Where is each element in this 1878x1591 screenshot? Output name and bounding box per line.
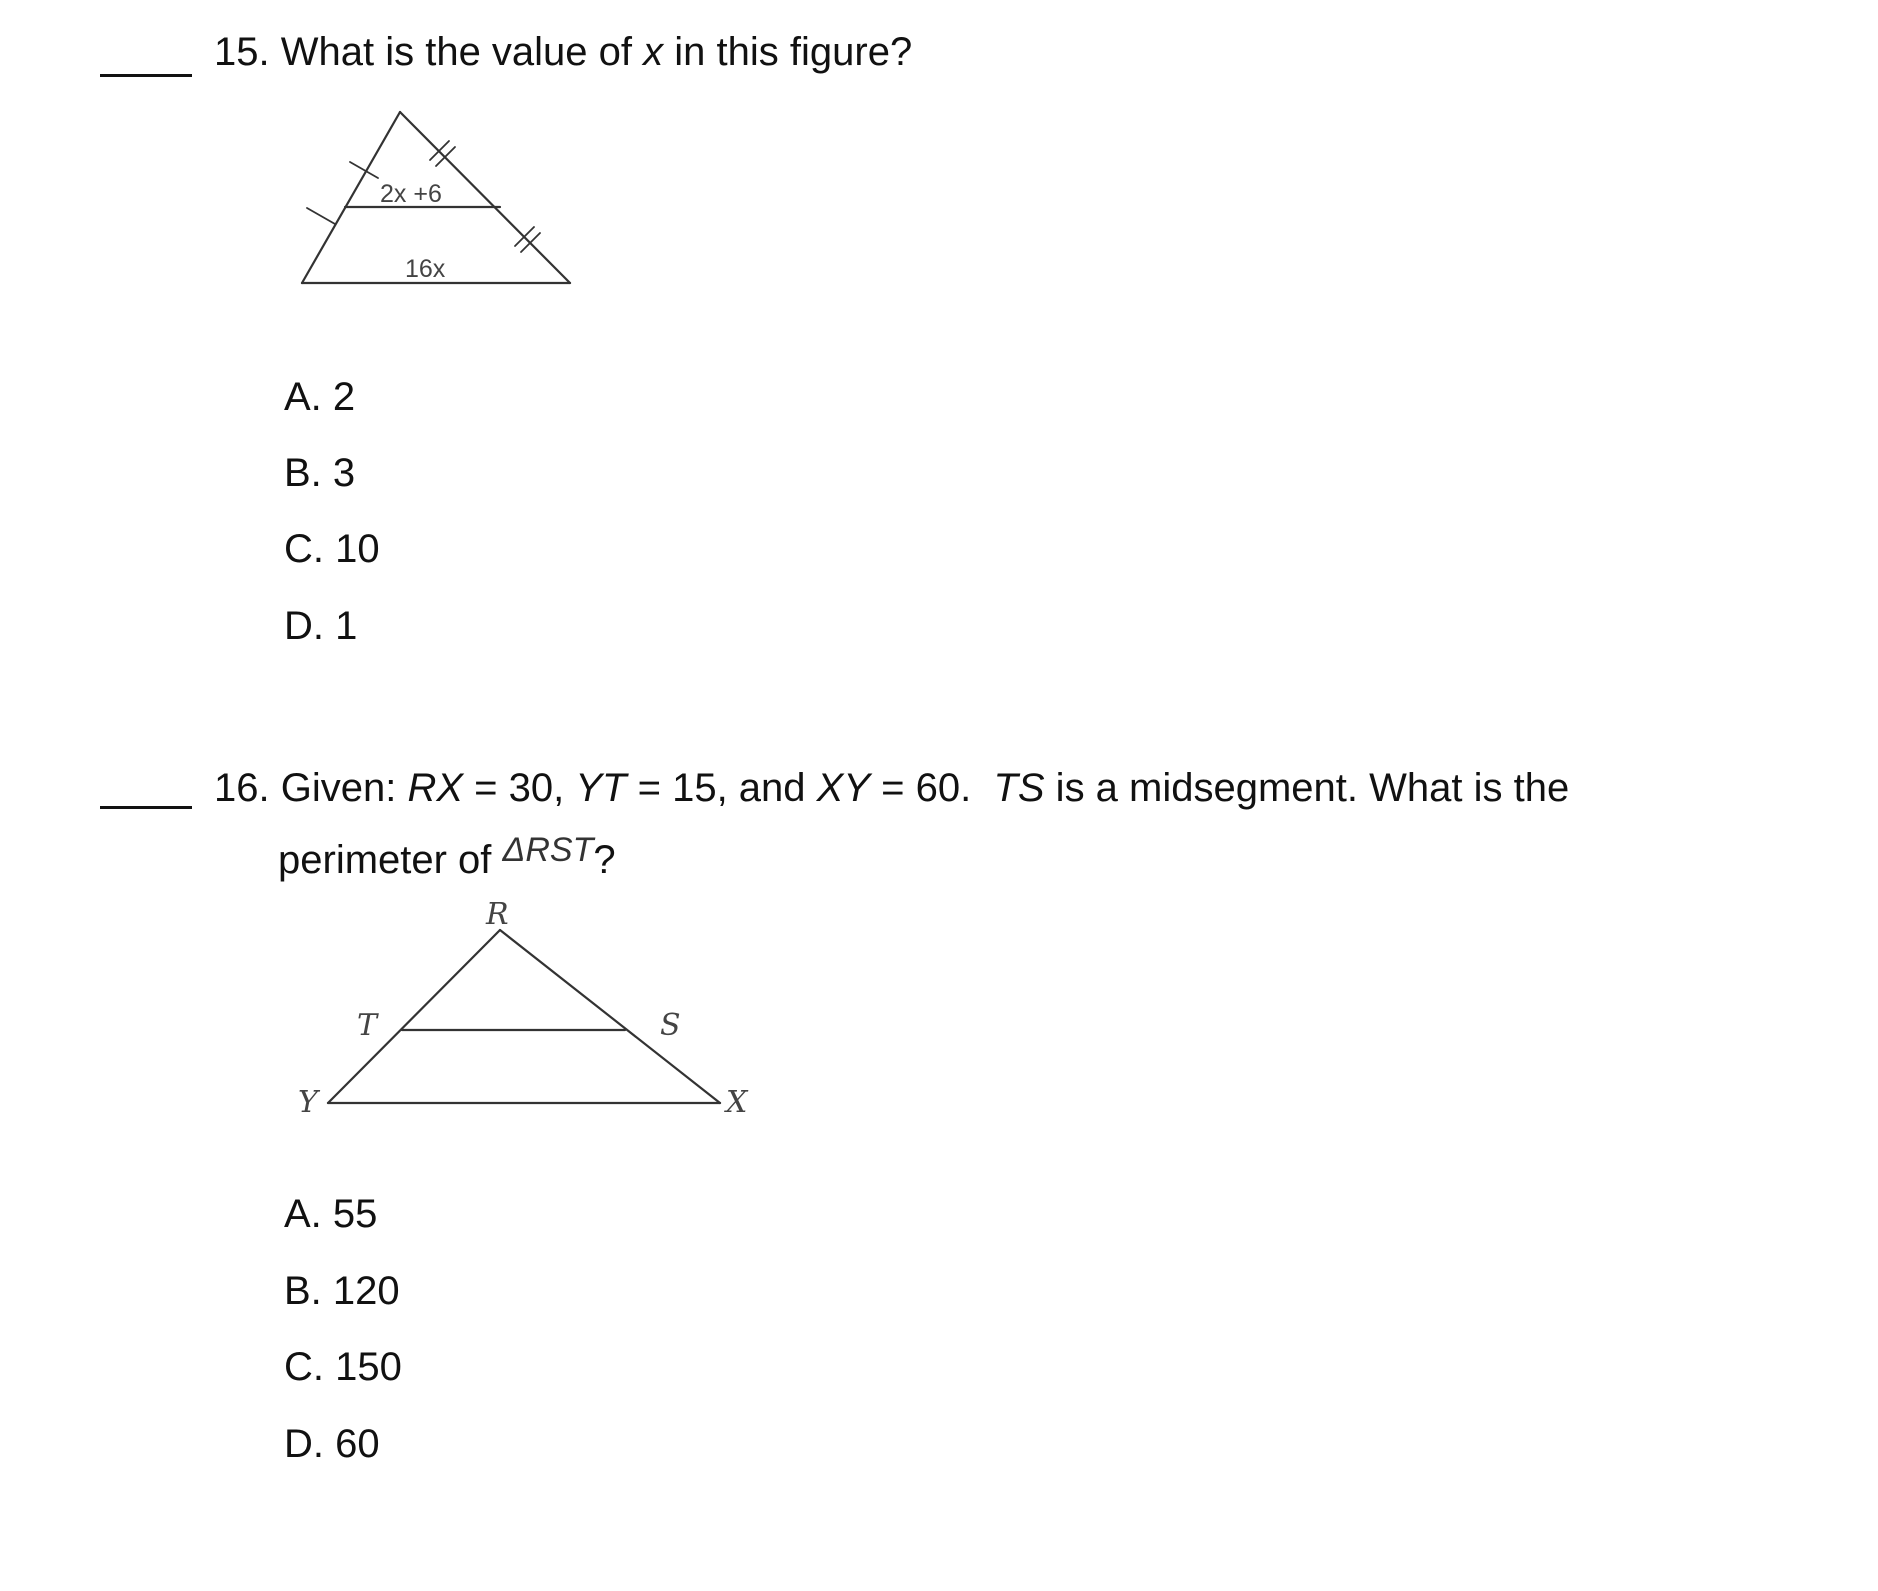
q16-choice-b[interactable]: B. 120: [284, 1269, 400, 1313]
q16-side-ry: [328, 930, 500, 1103]
q16-vertex-r: R: [486, 897, 509, 932]
q16-vertex-s: S: [660, 1008, 681, 1043]
q16-yt: YT: [575, 766, 627, 810]
q16-rx-value: = 30,: [463, 766, 576, 810]
q16-ts: TS: [993, 766, 1045, 810]
q16-side-rx: [500, 930, 720, 1103]
q16-answer-blank[interactable]: [100, 806, 192, 809]
q16-number: 16.: [214, 766, 270, 810]
q15-choice-d[interactable]: D. 1: [284, 604, 358, 648]
q16-vertex-x: X: [726, 1085, 748, 1120]
q15-triangle-figure: [290, 100, 580, 300]
q16-vertex-y: Y: [298, 1085, 318, 1120]
q16-yt-value: = 15, and: [626, 766, 817, 810]
q16-triangle-rst: ΔRST: [502, 831, 594, 869]
q16-line2-before: perimeter of: [278, 838, 492, 882]
q15-midsegment-label: 2x +6: [380, 180, 442, 208]
q15-tick-left-lower: [307, 208, 335, 224]
q15-answer-blank[interactable]: [100, 74, 192, 77]
q16-triangle-figure: [280, 890, 780, 1140]
q16-ts-text: is a midsegment. What is the: [1044, 766, 1570, 810]
q15-text-after: in this figure?: [674, 30, 913, 74]
q15-choice-c[interactable]: C. 10: [284, 527, 380, 571]
q16-question-line2: [278, 831, 616, 886]
q15-choice-a[interactable]: A. 2: [284, 375, 356, 419]
q16-line2-after: ?: [593, 838, 616, 882]
q15-variable: x: [643, 30, 664, 74]
q15-text-before: What is the value of: [280, 30, 633, 74]
q16-xy: XY: [816, 766, 870, 810]
q15-base-label: 16x: [405, 255, 446, 283]
q16-choice-c[interactable]: C. 150: [284, 1345, 402, 1389]
q16-rx: RX: [407, 766, 464, 810]
q16-question-line1: [214, 764, 1569, 812]
q16-xy-value: = 60.: [870, 766, 972, 810]
q15-choice-b[interactable]: B. 3: [284, 451, 356, 495]
q16-vertex-t: T: [357, 1008, 378, 1043]
q16-given: Given:: [280, 766, 397, 810]
q15-number: 15.: [214, 30, 270, 74]
q16-choice-d[interactable]: D. 60: [284, 1422, 380, 1466]
q15-question: [214, 28, 912, 76]
q16-choice-a[interactable]: A. 55: [284, 1192, 378, 1236]
